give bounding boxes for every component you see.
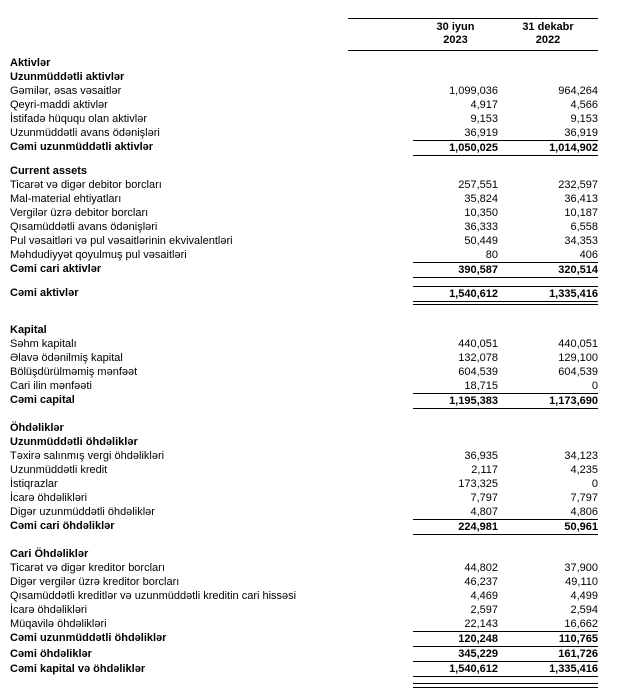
period-headers	[348, 18, 598, 51]
value-2022: 232,597	[558, 179, 598, 191]
row-values	[413, 192, 598, 206]
section-heading-row	[10, 70, 598, 84]
row-label: Uzunmüddətli kredit	[10, 464, 108, 476]
row-label: Qısamüddətli kreditlər və uzunmüddətli kreditin cari hissəsi	[10, 590, 297, 602]
row-values	[413, 220, 598, 234]
row-values	[413, 248, 598, 262]
value-2023: 44,802	[464, 562, 498, 574]
value-2022: 964,264	[558, 85, 598, 97]
value-2023	[413, 421, 498, 435]
value-2023: 18,715	[464, 380, 498, 392]
value-2023: 1,540,612	[449, 663, 498, 675]
value-2022: 10,187	[564, 207, 598, 219]
value-2022: 2,594	[570, 604, 598, 616]
total-row	[10, 286, 598, 305]
row-values	[413, 112, 598, 126]
period-1-line2: 2023	[443, 34, 468, 46]
item-row	[10, 449, 598, 463]
row-label: Cari ilin mənfəəti	[10, 380, 92, 392]
value-2023: 36,935	[464, 450, 498, 462]
table-header	[10, 18, 598, 51]
item-row	[10, 617, 598, 631]
row-values	[413, 491, 598, 505]
row-label: İcarə öhdəlikləri	[10, 604, 88, 616]
row-values	[413, 365, 598, 379]
total-row	[10, 140, 598, 156]
row-values	[413, 70, 598, 84]
row-label: Təxirə salınmış vergi öhdəlikləri	[10, 450, 165, 462]
row-values	[413, 140, 598, 156]
row-label: Cəmi öhdəliklər	[10, 648, 92, 660]
total-row	[10, 262, 598, 278]
item-row	[10, 603, 598, 617]
section-heading-row	[10, 323, 598, 337]
row-label: İcarə öhdəlikləri	[10, 492, 88, 504]
row-values	[413, 631, 598, 647]
item-row	[10, 98, 598, 112]
value-2023: 46,237	[464, 576, 498, 588]
value-2022: 37,900	[564, 562, 598, 574]
value-2023: 345,229	[458, 648, 498, 660]
value-2023: 4,917	[470, 99, 498, 111]
item-row	[10, 589, 598, 603]
item-row	[10, 491, 598, 505]
row-values	[413, 519, 598, 535]
row-values	[413, 463, 598, 477]
value-2022	[498, 421, 598, 435]
row-label: Əlavə ödənilmiş kapital	[10, 352, 123, 364]
value-2022	[498, 435, 598, 449]
value-2022: 16,662	[564, 618, 598, 630]
column-header-2022	[498, 21, 598, 47]
row-label: Səhm kapitalı	[10, 338, 77, 350]
column-header-2023	[413, 21, 498, 47]
rows	[10, 56, 598, 688]
row-values	[413, 164, 598, 178]
value-2023: 1,099,036	[449, 85, 498, 97]
value-2022: 110,765	[558, 633, 598, 645]
value-2023: 2,597	[470, 604, 498, 616]
row-label: Uzunmüddətli aktivlər	[10, 71, 125, 83]
value-2023: 9,153	[470, 113, 498, 125]
item-row	[10, 126, 598, 140]
row-label: Qısamüddətli avans ödənişləri	[10, 221, 158, 233]
value-2022: 406	[579, 249, 598, 261]
header-pad	[348, 21, 413, 47]
period-1-line1: 30 iyun	[436, 21, 475, 33]
value-2023	[413, 164, 498, 178]
spacer	[10, 278, 598, 286]
spacer	[10, 409, 598, 421]
value-2022: 1,014,902	[549, 142, 598, 154]
value-2023: 4,807	[470, 506, 498, 518]
value-2022: 161,726	[558, 648, 598, 660]
row-values	[413, 617, 598, 631]
item-row	[10, 178, 598, 192]
row-values	[413, 126, 598, 140]
row-label: Cəmi kapital və öhdəliklər	[10, 663, 146, 675]
value-2023: 35,824	[464, 193, 498, 205]
row-values	[413, 323, 598, 337]
value-2022: 320,514	[558, 264, 598, 276]
value-2022	[498, 70, 598, 84]
value-2023: 604,539	[458, 366, 498, 378]
total-row	[10, 662, 598, 677]
section-heading-row	[10, 435, 598, 449]
value-2023: 132,078	[458, 352, 498, 364]
value-2023	[413, 323, 498, 337]
value-2023: 173,325	[458, 478, 498, 490]
row-label: Uzunmüddətli öhdəliklər	[10, 436, 138, 448]
row-values	[413, 351, 598, 365]
value-2022: 1,335,416	[549, 288, 598, 300]
item-row	[10, 477, 598, 491]
row-values	[413, 379, 598, 393]
row-label: İstiqrazlar	[10, 478, 58, 490]
value-2023: 36,333	[464, 221, 498, 233]
value-2023: 1,195,383	[449, 395, 498, 407]
value-2022: 4,806	[570, 506, 598, 518]
item-row	[10, 505, 598, 519]
value-2022: 129,100	[558, 352, 598, 364]
item-row	[10, 206, 598, 220]
spacer	[10, 305, 598, 323]
row-label: Digər uzunmüddətli öhdəliklər	[10, 506, 155, 518]
total-row	[10, 393, 598, 409]
value-2022: 36,919	[564, 127, 598, 139]
value-2022: 49,110	[565, 576, 598, 588]
row-values	[413, 56, 598, 70]
period-2-line2: 2022	[535, 34, 561, 46]
spacer	[10, 156, 598, 164]
value-2022: 34,353	[564, 235, 598, 247]
value-2022: 6,558	[570, 221, 598, 233]
row-label: Cəmi uzunmüddətli öhdəliklər	[10, 632, 167, 644]
row-values	[413, 435, 598, 449]
section-heading-row	[10, 421, 598, 435]
row-label: Cari Öhdəliklər	[10, 548, 89, 560]
section-heading-row	[10, 164, 598, 178]
row-values	[413, 662, 598, 677]
row-values	[413, 561, 598, 575]
period-2-line1: 31 dekabr	[522, 21, 574, 33]
row-values	[413, 589, 598, 603]
value-2022: 1,173,690	[549, 395, 598, 407]
value-2022: 1,335,416	[549, 663, 598, 675]
row-label: Gəmilər, əsas vəsaitlər	[10, 85, 122, 97]
header-fill	[10, 18, 348, 51]
row-label: Current assets	[10, 165, 88, 177]
value-2023: 2,117	[471, 464, 498, 476]
value-2023	[413, 547, 498, 561]
value-2023: 22,143	[464, 618, 498, 630]
value-2023: 50,449	[464, 235, 498, 247]
row-values	[413, 449, 598, 463]
value-2022: 0	[591, 478, 598, 490]
section-heading-row	[10, 56, 598, 70]
total-row	[10, 519, 598, 535]
value-2023: 10,350	[464, 207, 498, 219]
row-values	[413, 337, 598, 351]
row-label: Məhdudiyyət qoyulmuş pul vəsaitləri	[10, 249, 187, 261]
spacer	[10, 535, 598, 547]
value-2023: 1,540,612	[449, 288, 498, 300]
value-2022	[498, 323, 598, 337]
item-row	[10, 463, 598, 477]
value-2022: 50,961	[564, 521, 598, 533]
row-label: Aktivlər	[10, 57, 51, 69]
row-label: Vergilər üzrə debitor borcları	[10, 207, 149, 219]
value-2022: 4,499	[570, 590, 598, 602]
item-row	[10, 379, 598, 393]
item-row	[10, 84, 598, 98]
value-2023: 120,248	[458, 633, 498, 645]
row-values	[413, 234, 598, 248]
value-2023: 36,919	[464, 127, 498, 139]
item-row	[10, 234, 598, 248]
row-values	[413, 505, 598, 519]
row-values	[413, 206, 598, 220]
value-2023: 390,587	[458, 264, 498, 276]
row-values	[413, 393, 598, 409]
value-2023: 257,551	[458, 179, 498, 191]
value-2022: 7,797	[570, 492, 598, 504]
value-2022: 440,051	[558, 338, 598, 350]
row-values	[413, 477, 598, 491]
item-row	[10, 351, 598, 365]
value-2022: 604,539	[558, 366, 598, 378]
row-values	[413, 286, 598, 305]
value-2022	[498, 547, 598, 561]
item-row	[10, 561, 598, 575]
value-2023	[413, 70, 498, 84]
row-values	[413, 178, 598, 192]
item-row	[10, 575, 598, 589]
row-label: Öhdəliklər	[10, 422, 64, 434]
row-label: Cəmi cari öhdəliklər	[10, 520, 115, 532]
row-label: Qeyri-maddi aktivlər	[10, 99, 108, 111]
row-label: Ticarət və digər debitor borcları	[10, 179, 162, 191]
item-row	[10, 337, 598, 351]
value-2023	[413, 56, 498, 70]
value-2022: 4,566	[570, 99, 598, 111]
row-values	[413, 603, 598, 617]
value-2022: 9,153	[570, 113, 598, 125]
value-2023: 7,797	[470, 492, 498, 504]
total-row	[10, 631, 598, 647]
value-2023	[413, 435, 498, 449]
value-2022: 4,235	[570, 464, 598, 476]
row-values	[413, 647, 598, 662]
item-row	[10, 365, 598, 379]
row-label: Uzunmüddətli avans ödənişləri	[10, 127, 160, 139]
item-row	[10, 248, 598, 262]
value-2022: 36,413	[564, 193, 598, 205]
row-label: Kapital	[10, 324, 47, 336]
row-label: Mal-material ehtiyatları	[10, 193, 122, 205]
item-row	[10, 220, 598, 234]
row-label: Pul vəsaitləri və pul vəsaitlərinin ekvivalentləri	[10, 235, 233, 247]
value-2022: 34,123	[564, 450, 598, 462]
row-values	[413, 84, 598, 98]
total-row	[10, 647, 598, 662]
row-values	[413, 421, 598, 435]
row-values	[413, 262, 598, 278]
row-values	[413, 575, 598, 589]
value-2023: 1,050,025	[449, 142, 498, 154]
row-values	[413, 98, 598, 112]
item-row	[10, 192, 598, 206]
row-label: Cəmi capital	[10, 394, 75, 406]
value-2022	[498, 164, 598, 178]
value-2022: 0	[591, 380, 598, 392]
row-label: Ticarət və digər kreditor borcları	[10, 562, 165, 574]
section-heading-row	[10, 547, 598, 561]
value-2023: 440,051	[458, 338, 498, 350]
row-label: Cəmi aktivlər	[10, 287, 79, 299]
row-label: Bölüşdürülməmiş mənfəət	[10, 366, 138, 378]
row-label: İstifadə hüququ olan aktivlər	[10, 113, 147, 125]
value-2023: 4,469	[470, 590, 498, 602]
row-values	[413, 547, 598, 561]
row-label: Müqavilə öhdəlikləri	[10, 618, 107, 630]
double-rule	[413, 683, 598, 688]
row-label: Cəmi uzunmüddətli aktivlər	[10, 141, 154, 153]
value-2023: 80	[485, 249, 498, 261]
item-row	[10, 112, 598, 126]
value-2023: 224,981	[458, 521, 498, 533]
value-2022	[498, 56, 598, 70]
row-label: Cəmi cari aktivlər	[10, 263, 102, 275]
row-label: Digər vergilər üzrə kreditor borcları	[10, 576, 180, 588]
